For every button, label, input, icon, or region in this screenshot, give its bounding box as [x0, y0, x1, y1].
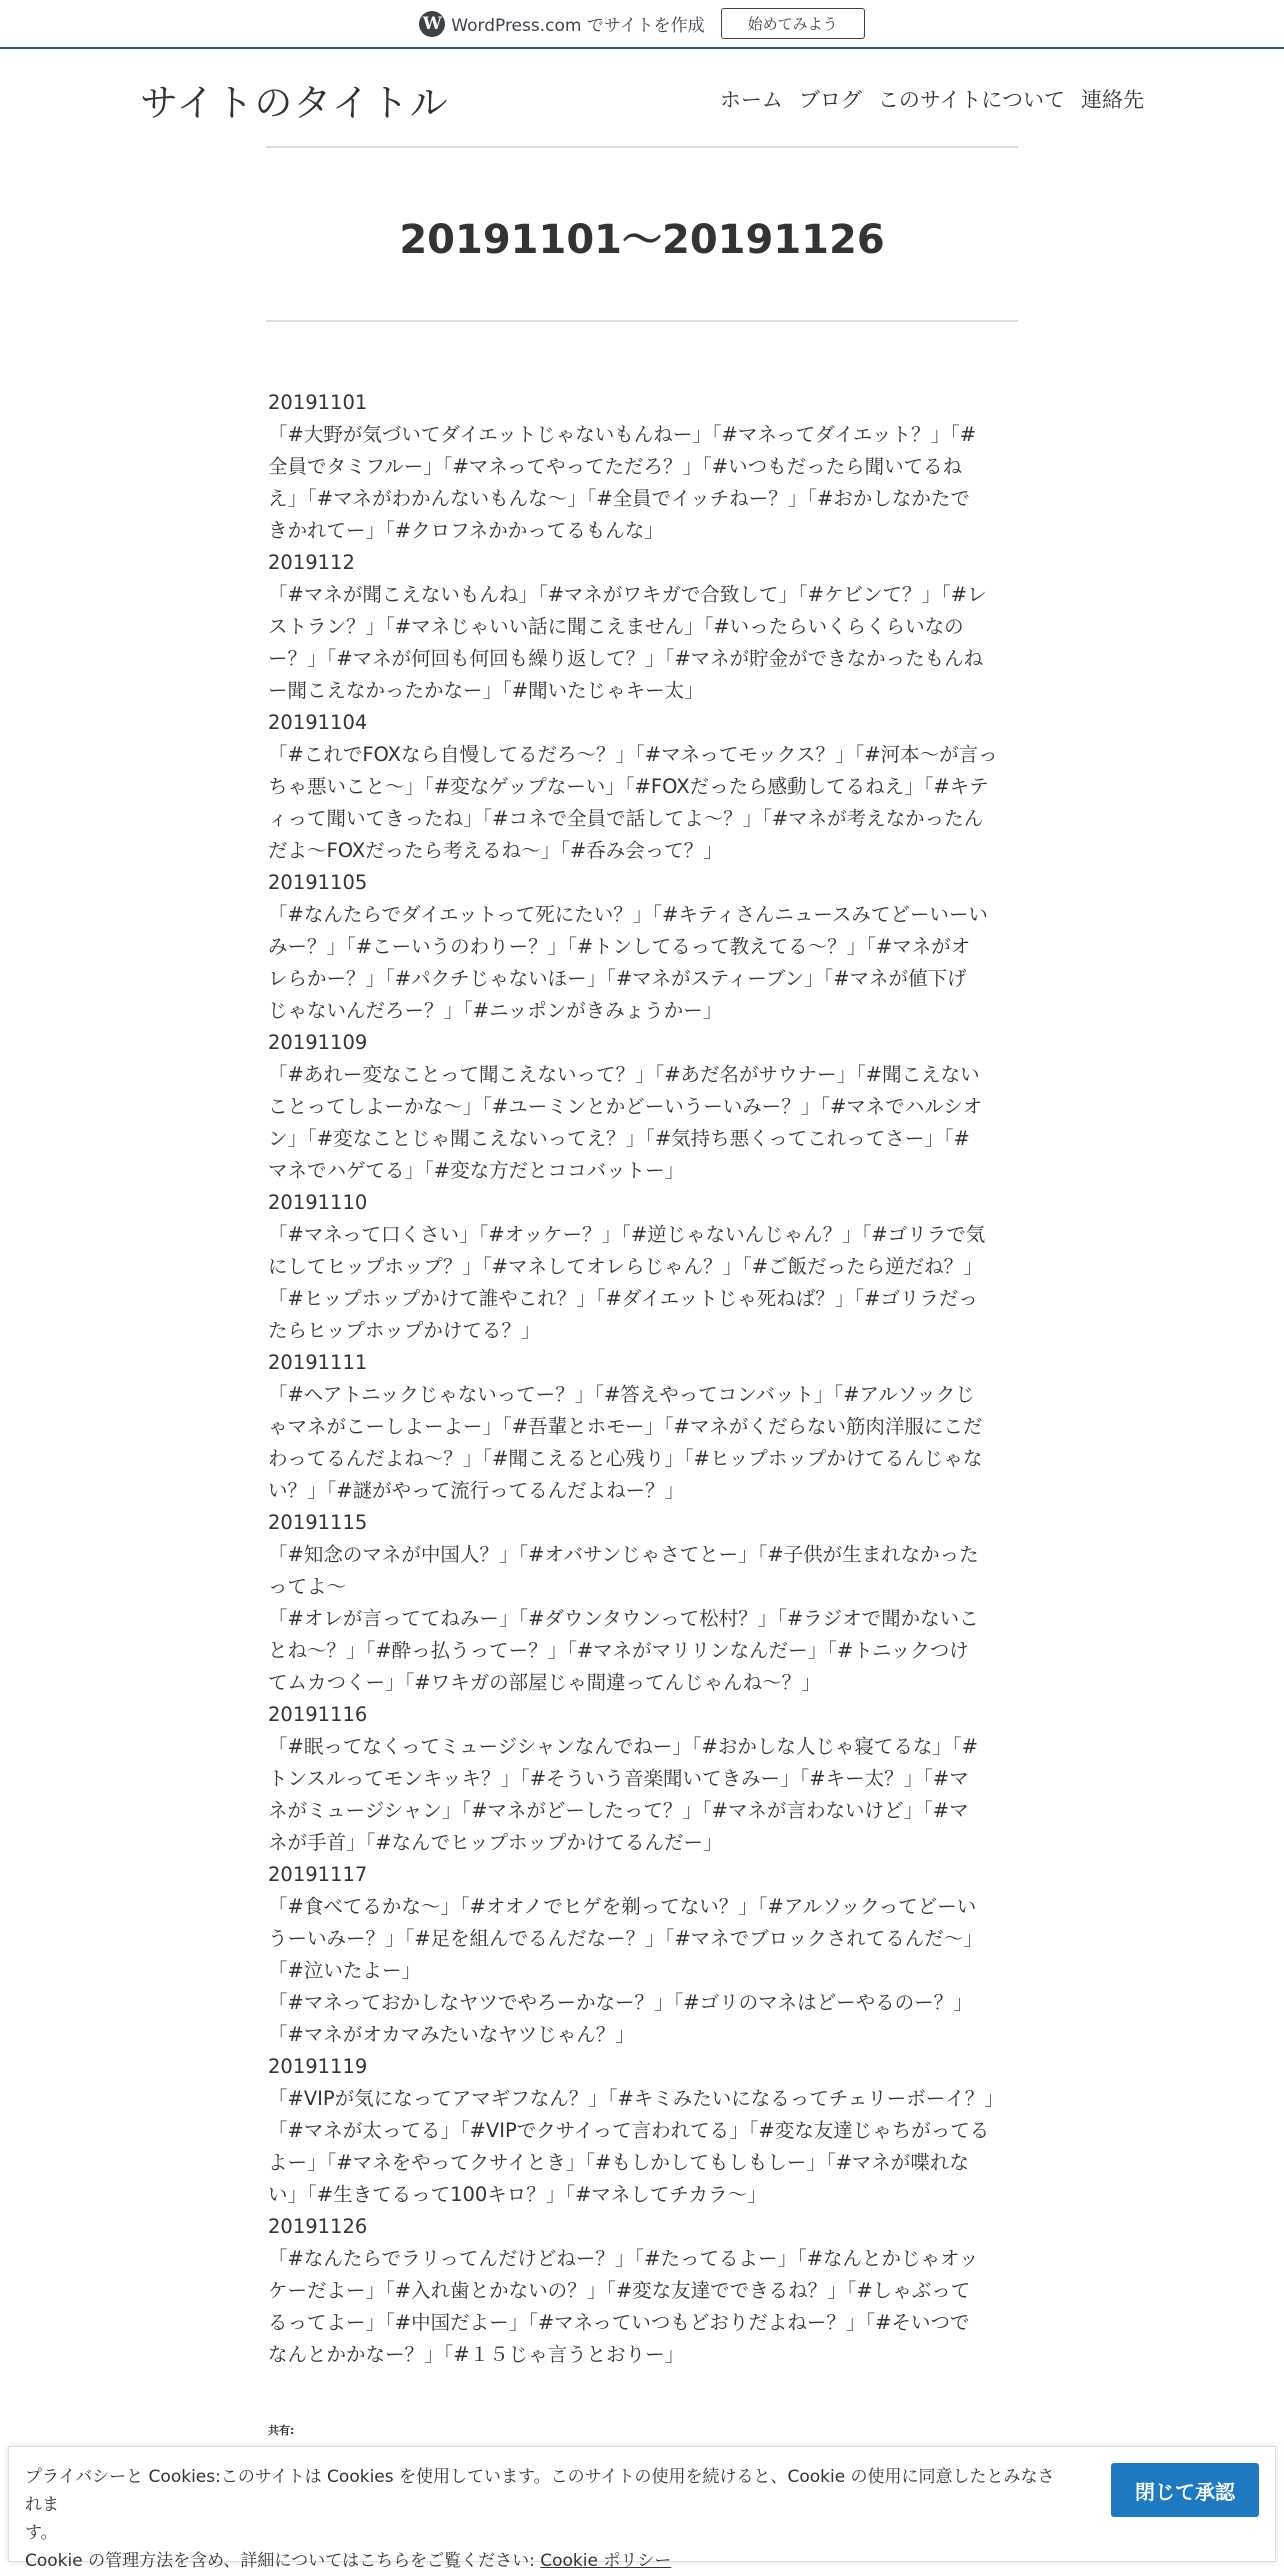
post-date-heading: 20191111	[268, 1351, 368, 1374]
post-date-heading: 2019112	[268, 551, 355, 574]
post-text-line: 「#眠ってなくってミュージシャンなんでねー」「#おかしな人じゃ寝てるな」「#	[268, 1735, 978, 1758]
post-text-line: ン」「#変なことじゃ聞こえないってえ？」「#気持ち悪くってこれってさー」「#	[268, 1127, 970, 1150]
nav-item-contact[interactable]: 連絡先	[1081, 88, 1144, 112]
post-text-line: レらかー？」「#パクチじゃないほー」「#マネがスティーブン」「#マネが値下げ	[268, 967, 967, 990]
post-text-line: 「#ヘアトニックじゃないってー？」「#答えやってコンバット」「#アルソックじ	[268, 1383, 975, 1406]
post-text-line: なんとかかなー？」「#１５じゃ言うとおりー」	[268, 2343, 685, 2366]
share-label: 共有:	[268, 2424, 295, 2437]
wpcom-promo-text: WordPress.com でサイトを作成	[451, 16, 705, 36]
post-text-line: とね〜？」「#酔っ払うってー？」「#マネがマリリンなんだー」「#トニックつけ	[268, 1639, 969, 1662]
wordpress-logo-icon: W	[419, 11, 445, 37]
start-button[interactable]: 始めてみよう	[721, 8, 865, 39]
post-text-line: 「#知念のマネが中国人？」「#オバサンじゃさてとー」「#子供が生まれなかった	[268, 1543, 979, 1566]
post-text-line: 「#マネがオカマみたいなヤツじゃん？」	[268, 2023, 635, 2046]
post-date-heading: 20191117	[268, 1863, 368, 1886]
post-text-line: 「#これでFOXなら自慢してるだろ〜？」「#マネってモックス？」「#河本〜が言っ	[268, 743, 998, 766]
post-text-line: 「#なんたらでラリってんだけどねー？」「#たってるよー」「#なんとかじゃオッ	[268, 2247, 979, 2270]
post-text-line: 「#マネっておかしなヤツでやろーかなー？」「#ゴリのマネはどーやるのー？」	[268, 1991, 973, 2014]
post-text-line: 「#泣いたよー」	[268, 1959, 421, 1982]
title-divider	[266, 320, 1018, 322]
post-text-line: わってるんだよね〜？」「#聞こえると心残り」「#ヒップホップかけてるんじゃな	[268, 1447, 983, 1470]
post-date-heading: 20191126	[268, 2215, 368, 2238]
post-text-line: 「#ヒップホップかけて誰やこれ？」「#ダイエットじゃ死ねば？」「#ゴリラだっ	[268, 1287, 978, 1310]
close-and-accept-button[interactable]: 閉じて承認	[1111, 2463, 1259, 2517]
post-text-line: ー？」「#マネが何回も何回も繰り返して？」「#マネが貯金ができなかったもんね	[268, 647, 984, 670]
post-text-line: ちゃ悪いこと〜」「#変なゲップなーい」「#FOXだったら感動してるねえ」「#キテ	[268, 775, 989, 798]
cookie-notice-text	[25, 2463, 1065, 2568]
post-text-line: 「#なんたらでダイエットって死にたい？」「#キティさんニュースみてどーいーい	[268, 903, 988, 926]
post-text-line: い」「#生きてるって100キロ？」「#マネしてチカラ〜」	[268, 2183, 767, 2206]
wpcom-promo-link[interactable]	[419, 11, 704, 37]
post-text-line: たらヒップホップかけてる？」	[268, 1319, 541, 1342]
post-text-line: 「#オレが言っててねみー」「#ダウンタウンって松村？」「#ラジオで聞かないこ	[268, 1607, 979, 1630]
cookie-policy-link[interactable]: Cookie ポリシー	[540, 2551, 672, 2568]
post-text-line: ネが手首」「#なんでヒップホップかけてるんだー」	[268, 1831, 723, 1854]
post-content	[268, 387, 1018, 2371]
post-text-line: てムカつくー」「#ワキガの部屋じゃ間違ってんじゃんね〜？」	[268, 1671, 821, 1694]
post-text-line: よー」「#マネをやってクサイとき」「#もしかしてもしもしー」「#マネが喋れな	[268, 2151, 969, 2174]
post-date-heading: 20191109	[268, 1031, 368, 1054]
post-text-line: ィって聞いてきったね」「#コネで全員で話してよ〜？」「#マネが考えなかったん	[268, 807, 984, 830]
cookie-manage-text: Cookie の管理方法を含め、詳細についてはこちらをご覧ください:	[25, 2551, 535, 2568]
post-text-line: 「#マネって口くさい」「#オッケー？」「#逆じゃないんじゃん？」「#ゴリラで気	[268, 1223, 986, 1246]
cookie-notice-line: す。	[25, 2523, 58, 2543]
post-date-heading: 20191116	[268, 1703, 368, 1726]
post-text-line: マネでハゲてる」「#変な方だとココバットー」	[268, 1159, 685, 1182]
post-text-line: 「#食べてるかな〜」「#オオノでヒゲを剃ってない？」「#アルソックってどーい	[268, 1895, 977, 1918]
header-divider	[266, 146, 1018, 148]
post-text-line: うーいみー？」「#足を組んでるんだなー？」「#マネでブロックされてるんだ〜」	[268, 1927, 983, 1950]
cookie-notice-line: プライバシーと Cookies:このサイトは Cookies を使用しています。このサイトの使用を続けると、Cookie の使用に同意したとみなされま	[25, 2467, 1055, 2515]
post-text-line: 「#VIPが気になってアマギフなん？」「#キミみたいになるってチェリーボーイ？」	[268, 2087, 1004, 2110]
post-text-line: にしてヒップホップ？」「#マネしてオレらじゃん？」「#ご飯だったら逆だね？」	[268, 1255, 983, 1278]
wpcom-promo-bar	[0, 0, 1284, 49]
post-date-heading: 20191105	[268, 871, 368, 894]
post-text-line: 「#マネが聞こえないもんね」「#マネがワキガで合致して」「#ケビンて？」「#レ	[268, 583, 987, 606]
post-text-line: 「#あれー変なことって聞こえないって？」「#あだ名がサウナー」「#聞こえない	[268, 1063, 980, 1086]
post-text-line: ストラン？」「#マネじゃいい話に聞こえません」「#いったらいくらくらいなの	[268, 615, 964, 638]
post-text-line: ー聞こえなかったかなー」「#聞いたじゃキー太」	[268, 679, 704, 702]
post-date-heading: 20191101	[268, 391, 368, 414]
post-text-line: え」「#マネがわかんないもんな〜」「#全員でイッチねー？」「#おかしなかたで	[268, 487, 970, 510]
post-text-line: 「#マネが太ってる」「#VIPでクサイって言われてる」「#変な友達じゃちがってる	[268, 2119, 990, 2142]
post-date-heading: 20191115	[268, 1511, 368, 1534]
post-text-line: い？」「#謎がやって流行ってるんだよねー？」	[268, 1479, 685, 1502]
cookie-banner	[8, 2446, 1276, 2568]
post-text-line: ってよ〜	[268, 1575, 347, 1598]
post-text-line: きかれてー」「#クロフネかかってるもんな」	[268, 519, 664, 542]
nav-item-about[interactable]: このサイトについて	[877, 88, 1065, 112]
post-text-line: ケーだよー」「#入れ歯とかないの？」「#変な友達でできるね？」「#しゃぶって	[268, 2279, 971, 2302]
post-date-heading: 20191104	[268, 711, 368, 734]
post-title: 20191101～20191126	[399, 217, 885, 263]
cookie-notice-line	[25, 2547, 1065, 2568]
post-date-heading: 20191119	[268, 2055, 368, 2078]
main-navigation	[720, 84, 1144, 114]
post-text-line: みー？」「#こーいうのわりー？」「#トンしてるって教えてる〜？」「#マネがオ	[268, 935, 971, 958]
nav-item-blog[interactable]: ブログ	[798, 88, 862, 112]
post-date-heading: 20191110	[268, 1191, 368, 1214]
post-text-line: るってよー」「#中国だよー」「#マネっていつもどおりだよねー？」「#そいつで	[268, 2311, 970, 2334]
post-text-line: ことってしよーかな〜」「#ユーミンとかどーいうーいみー？」「#マネでハルシオ	[268, 1095, 983, 1118]
post-text-line: ネがミュージシャン」「#マネがどーしたって？」「#マネが言わないけど」「#マ	[268, 1799, 969, 1822]
post-text-line: トンスルってモンキッキ？」「#そういう音楽聞いてきみー」「#キー太？」「#マ	[268, 1767, 969, 1790]
post-text-line: 「#大野が気づいてダイエットじゃないもんねー」「#マネってダイエット？」「#	[268, 423, 977, 446]
site-title[interactable]: サイトのタイトル	[140, 81, 449, 125]
post-text-line: ゃマネがこーしよーよー」「#吾輩とホモー」「#マネがくだらない筋肉洋服にこだ	[268, 1415, 983, 1438]
post-text-line: だよ〜FOXだったら考えるね〜」「#呑み会って？」	[268, 839, 723, 862]
post-text-line: 全員でタミフルー」「#マネってやってただろ？」「#いつもだったら聞いてるね	[268, 455, 963, 478]
nav-item-home[interactable]: ホーム	[719, 88, 783, 112]
post-text-line: じゃないんだろー？」「#ニッポンがきみょうかー」	[268, 999, 723, 1022]
